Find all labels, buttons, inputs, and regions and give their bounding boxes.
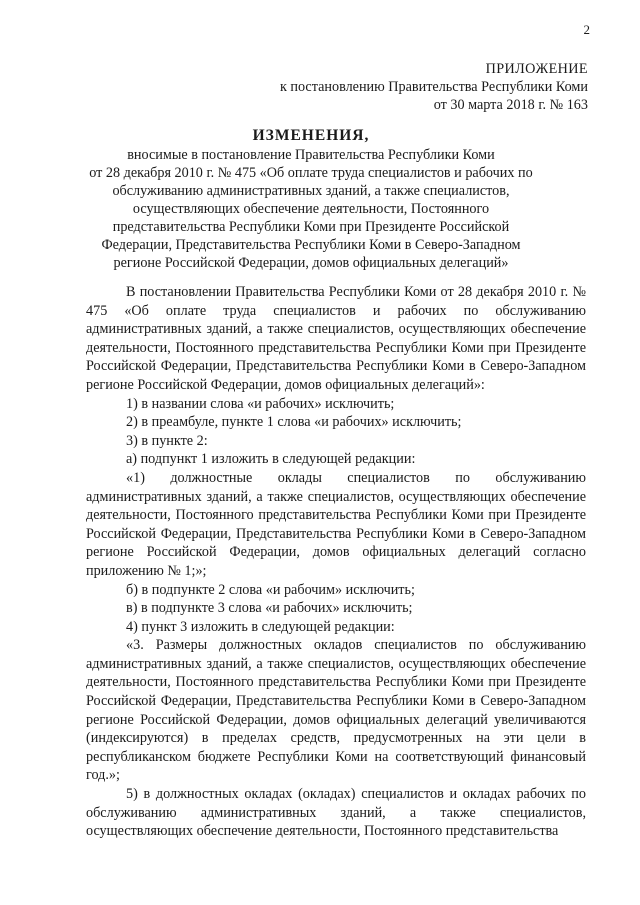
appendix-header <box>280 60 588 114</box>
item-3: 3) в пункте 2: <box>126 432 208 449</box>
appendix-title: ПРИЛОЖЕНИЕ <box>485 61 588 77</box>
item-3a: а) подпункт 1 изложить в следующей редакции: <box>126 451 416 468</box>
appendix-resolution-line: к постановлению Правительства Республики Коми <box>279 79 588 95</box>
appendix-date-line: от 30 марта 2018 г. № 163 <box>433 97 588 113</box>
changes-subtitle <box>70 146 552 272</box>
item-5: 5) в должностных окладах (окладах) специалистов и окладах рабочих по обслуживанию административных зданий, а также специалистов, осуществляющих обеспечение деятельности, Постоянного представительства <box>86 786 586 840</box>
page-number: 2 <box>583 22 590 37</box>
item-3a-text: «1) должностные оклады специалистов по обслуживанию административных зданий, а также специалистов, осуществляющих обеспечение деятельности, Постоянного представительства Республики Коми при Президенте Российской Федерации, Представительства Республики Коми в Северо-Западном регионе Российской Федерации, домов официальных делегаций согласно приложению № 1;»; <box>86 469 586 579</box>
intro-paragraph: В постановлении Правительства Республики Коми от 28 декабря 2010 г. № 475 «Об оплате труда специалистов и рабочих по обслуживанию административных зданий, а также специалистов, осуществляющих обеспечение деятельности, Постоянного представительства Республики Коми при Президенте Российской Федерации, Представительства Республики Коми в Северо-Западном регионе Российской Федерации, домов официальных делегаций»: <box>86 284 586 393</box>
subtitle-line: обслуживанию административных зданий, а также специалистов, <box>112 183 510 199</box>
subtitle-line: регионе Российской Федерации, домов официальных делегаций» <box>113 255 509 271</box>
changes-title: ИЗМЕНЕНИЯ, <box>252 127 370 144</box>
item-2: 2) в преамбуле, пункте 1 слова «и рабочих» исключить; <box>126 414 462 431</box>
subtitle-line: вносимые в постановление Правительства Республики Коми <box>127 147 495 163</box>
subtitle-line: представительства Республики Коми при Президенте Российской <box>112 219 510 235</box>
subtitle-line: Федерации, Представительства Республики Коми в Северо-Западном <box>101 237 521 253</box>
subtitle-line: от 28 декабря 2010 г. № 475 «Об оплате труда специалистов и рабочих по <box>89 165 533 181</box>
item-4-text: «3. Размеры должностных окладов специалистов по обслуживанию административных зданий, а также специалистов, осуществляющих обеспечение деятельности, Постоянного представительства Республики Коми при Президенте Российской Федерации, Представительства Республики Коми в Северо-Западном регионе Российской Федерации, домов официальных делегаций увеличиваются (индексируются) в пределах средств, предусмотренных на эти цели в республиканском бюджете Республики Коми на соответствующий финансовый год.»; <box>86 637 586 784</box>
item-4: 4) пункт 3 изложить в следующей редакции: <box>126 618 395 635</box>
changes-heading <box>70 126 552 272</box>
item-1: 1) в названии слова «и рабочих» исключить; <box>126 395 395 412</box>
subtitle-line: осуществляющих обеспечение деятельности, Постоянного <box>132 201 490 217</box>
document-body <box>86 283 586 841</box>
item-3c: в) в подпункте 3 слова «и рабочих» исключить; <box>126 600 413 617</box>
item-3b: б) в подпункте 2 слова «и рабочим» исключить; <box>126 581 415 598</box>
